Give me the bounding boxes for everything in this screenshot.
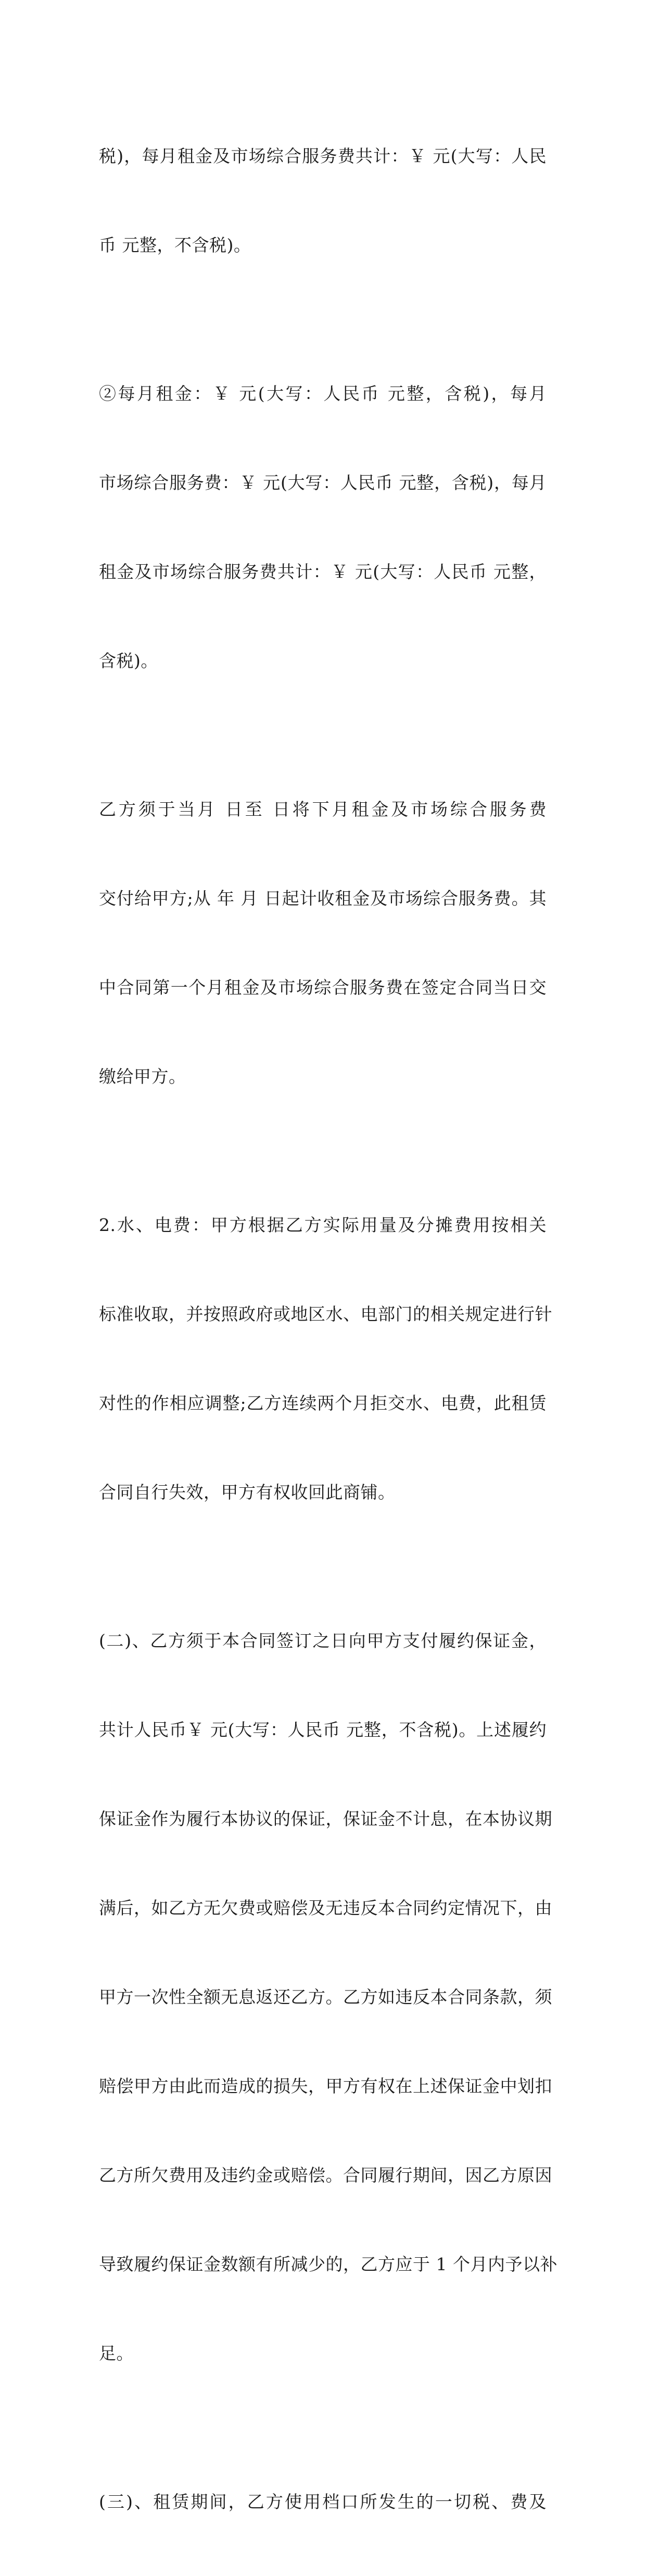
text-line: 交付给甲方;从 年 月 日起计收租金及市场综合服务费。其 <box>99 888 547 909</box>
text-line: 2.水、电费：甲方根据乙方实际用量及分摊费用按相关 <box>99 1215 547 1235</box>
text-line: ②每月租金：￥ 元(大写：人民币 元整，含税)，每月 <box>99 383 547 404</box>
text-line: 含税)。 <box>99 651 158 671</box>
paragraph-3 <box>99 735 547 1151</box>
text-line: 甲方一次性全额无息返还乙方。乙方如违反本合同条款，须 <box>99 1987 552 2007</box>
text-line: 共计人民币￥ 元(大写：人民币 元整，不含税)。上述履约 <box>99 1720 547 1740</box>
text-line: 满后，如乙方无欠费或赔偿及无违反本合同约定情况下，由 <box>99 1898 552 1918</box>
document-body <box>99 82 558 2576</box>
paragraph-6 <box>99 2428 547 2576</box>
text-line: (二)、乙方须于本合同签订之日向甲方支付履约保证金， <box>99 1631 547 1651</box>
text-line: 税)，每月租金及市场综合服务费共计：￥ 元(大写：人民 <box>99 146 547 166</box>
paragraph-1 <box>99 82 547 319</box>
text-line: 赔偿甲方由此而造成的损失，甲方有权在上述保证金中划扣 <box>99 2076 552 2096</box>
paragraph-2 <box>99 319 547 735</box>
text-line: 租金及市场综合服务费共计：￥ 元(大写：人民币 元整， <box>99 562 547 582</box>
text-line: 标准收取，并按照政府或地区水、电部门的相关规定进行针 <box>99 1304 552 1324</box>
text-line: 对性的作相应调整;乙方连续两个月拒交水、电费，此租赁 <box>99 1393 547 1413</box>
text-line: 保证金作为履行本协议的保证，保证金不计息，在本协议期 <box>99 1809 552 1829</box>
paragraph-5 <box>99 1566 558 2428</box>
text-line: 市场综合服务费：￥ 元(大写：人民币 元整，含税)，每月 <box>99 472 547 493</box>
text-line: 中合同第一个月租金及市场综合服务费在签定合同当日交 <box>99 977 547 998</box>
text-line: 缴给甲方。 <box>99 1066 186 1087</box>
text-line: 足。 <box>99 2343 134 2363</box>
text-line: 导致履约保证金数额有所减少的，乙方应于 1 个月内予以补 <box>99 2254 558 2274</box>
text-line: 乙方所欠费用及违约金或赔偿。合同履行期间，因乙方原因 <box>99 2165 552 2185</box>
text-line: 合同自行失效，甲方有权收回此商铺。 <box>99 1482 396 1502</box>
paragraph-4 <box>99 1151 552 1566</box>
text-line: 币 元整，不含税)。 <box>99 235 251 255</box>
text-line: 乙方须于当月 日至 日将下月租金及市场综合服务费 <box>99 799 547 819</box>
text-line: (三)、租赁期间，乙方使用档口所发生的一切税、费及 <box>99 2492 547 2512</box>
